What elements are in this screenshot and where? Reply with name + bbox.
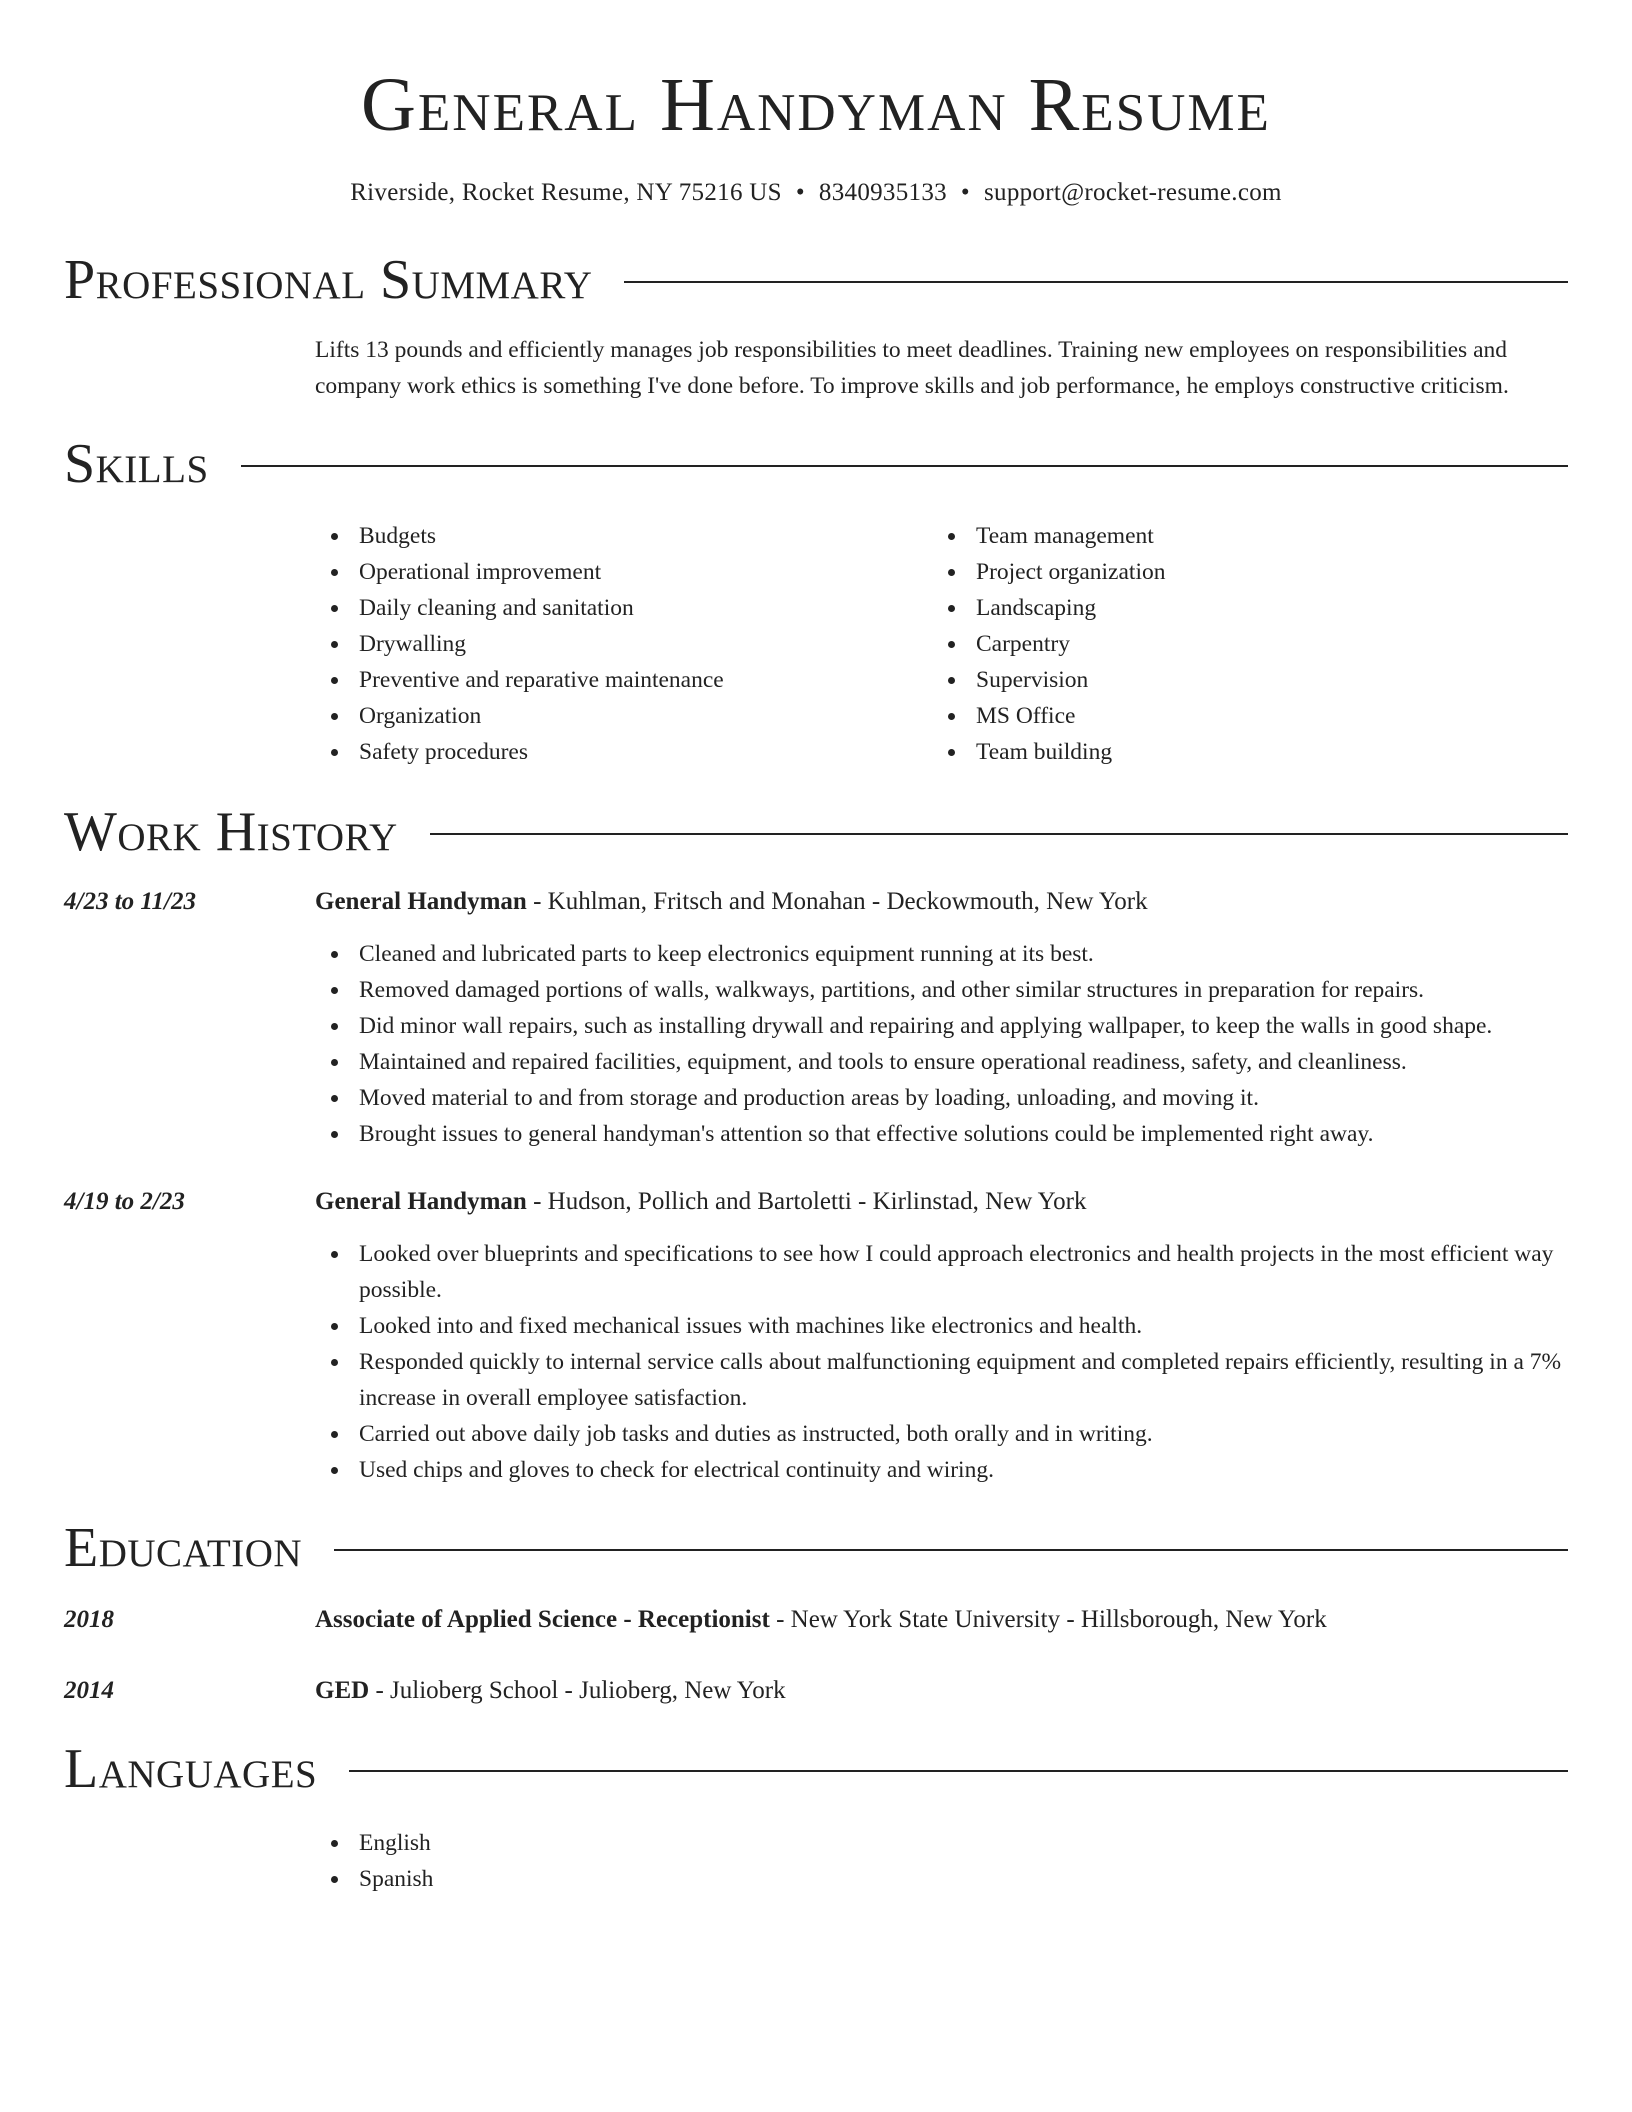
contact-separator: • xyxy=(795,179,805,206)
job-header xyxy=(64,1184,1568,1220)
skills-column-right xyxy=(932,518,1549,770)
section-divider xyxy=(430,833,1568,835)
education-school: - Julioberg School - Julioberg, New York xyxy=(369,1677,786,1704)
job-employer: - Hudson, Pollich and Bartoletti - Kirlinstad, New York xyxy=(526,1188,1087,1215)
education-entry xyxy=(64,1602,1568,1638)
skill-item: Landscaping xyxy=(932,590,1549,626)
skill-item: Safety procedures xyxy=(315,734,932,770)
skill-item: Supervision xyxy=(932,662,1549,698)
education-degree: Associate of Applied Science - Receptionist xyxy=(315,1606,770,1633)
skill-item: Preventive and reparative maintenance xyxy=(315,662,932,698)
education-year: 2018 xyxy=(64,1606,114,1633)
summary-section-header xyxy=(64,248,1568,312)
job-duty: Carried out above daily job tasks and duties as instructed, both orally and in writing. xyxy=(315,1416,1568,1452)
job-duty: Used chips and gloves to check for electrical continuity and wiring. xyxy=(315,1452,1568,1488)
languages-section-header xyxy=(64,1737,1568,1801)
job-entry xyxy=(64,884,1568,1152)
contact-address: Riverside, Rocket Resume, NY 75216 US xyxy=(350,179,782,206)
resume-title: General Handyman Resume xyxy=(361,63,1271,147)
job-duty: Responded quickly to internal service calls about malfunctioning equipment and completed repairs efficiently, resulting in a 7% increase in overall employee satisfaction. xyxy=(315,1344,1568,1416)
job-duty: Maintained and repaired facilities, equipment, and tools to ensure operational readiness, safety, and cleanliness. xyxy=(315,1044,1568,1080)
job-header xyxy=(64,884,1568,920)
job-duties xyxy=(315,936,1568,1152)
language-item: English xyxy=(315,1825,1568,1861)
section-divider xyxy=(241,465,1568,467)
skill-item: Team management xyxy=(932,518,1549,554)
job-role: General Handyman xyxy=(315,888,527,915)
job-duty: Looked over blueprints and specifications to see how I could approach electronics and health projects in the most efficient way possible. xyxy=(315,1236,1568,1308)
work-section-header xyxy=(64,800,1568,864)
job-duty: Cleaned and lubricated parts to keep electronics equipment running at its best. xyxy=(315,936,1568,972)
job-duties xyxy=(315,1236,1568,1488)
resume-header xyxy=(64,0,1568,210)
section-divider xyxy=(349,1770,1568,1772)
skills-heading: Skills xyxy=(64,433,209,495)
skill-item: Budgets xyxy=(315,518,932,554)
section-divider xyxy=(334,1549,1568,1551)
skill-item: Organization xyxy=(315,698,932,734)
contact-email: support@rocket-resume.com xyxy=(983,179,1282,206)
job-duty: Brought issues to general handyman's attention so that effective solutions could be implemented right away. xyxy=(315,1116,1568,1152)
summary-text: Lifts 13 pounds and efficiently manages job responsibilities to meet deadlines. Training new employees on responsibilities and company work ethics is something I've done before. To improve skills and job performance, he employs constructive criticism. xyxy=(315,337,1509,399)
language-item: Spanish xyxy=(315,1861,1568,1897)
contact-phone: 8340935133 xyxy=(818,179,947,206)
languages-heading: Languages xyxy=(64,1738,318,1800)
languages-list xyxy=(315,1825,1568,1897)
skill-item: Operational improvement xyxy=(315,554,932,590)
skills-section-header xyxy=(64,432,1568,496)
job-employer: - Kuhlman, Fritsch and Monahan - Deckowmouth, New York xyxy=(526,888,1148,915)
job-title-line xyxy=(315,884,1148,920)
job-duty: Moved material to and from storage and production areas by loading, unloading, and moving it. xyxy=(315,1080,1568,1116)
section-divider xyxy=(624,281,1568,283)
education-line xyxy=(315,1602,1327,1638)
education-heading: Education xyxy=(64,1517,303,1579)
education-year: 2014 xyxy=(64,1677,114,1704)
work-heading: Work History xyxy=(64,801,398,863)
job-role: General Handyman xyxy=(315,1188,527,1215)
job-dates: 4/23 to 11/23 xyxy=(64,888,196,915)
contact-line xyxy=(64,176,1568,210)
skills-column-left xyxy=(315,518,932,770)
education-school: - New York State University - Hillsborough, New York xyxy=(769,1606,1327,1633)
skill-item: Carpentry xyxy=(932,626,1549,662)
job-entry xyxy=(64,1184,1568,1488)
education-line xyxy=(315,1673,786,1709)
job-duty: Did minor wall repairs, such as installing drywall and repairing and applying wallpaper, to keep the walls in good shape. xyxy=(315,1008,1568,1044)
job-duty: Removed damaged portions of walls, walkways, partitions, and other similar structures in preparation for repairs. xyxy=(315,972,1568,1008)
summary-heading: Professional Summary xyxy=(64,249,593,311)
job-duty: Looked into and fixed mechanical issues with machines like electronics and health. xyxy=(315,1308,1568,1344)
contact-separator: • xyxy=(960,179,970,206)
education-entry xyxy=(64,1673,1568,1709)
skill-item: MS Office xyxy=(932,698,1549,734)
skill-item: Daily cleaning and sanitation xyxy=(315,590,932,626)
education-degree: GED xyxy=(315,1677,370,1704)
job-dates: 4/19 to 2/23 xyxy=(64,1188,185,1215)
skill-item: Project organization xyxy=(932,554,1549,590)
education-section-header xyxy=(64,1516,1568,1580)
skill-item: Team building xyxy=(932,734,1549,770)
job-title-line xyxy=(315,1184,1087,1220)
skill-item: Drywalling xyxy=(315,626,932,662)
skills-list xyxy=(315,518,1568,770)
